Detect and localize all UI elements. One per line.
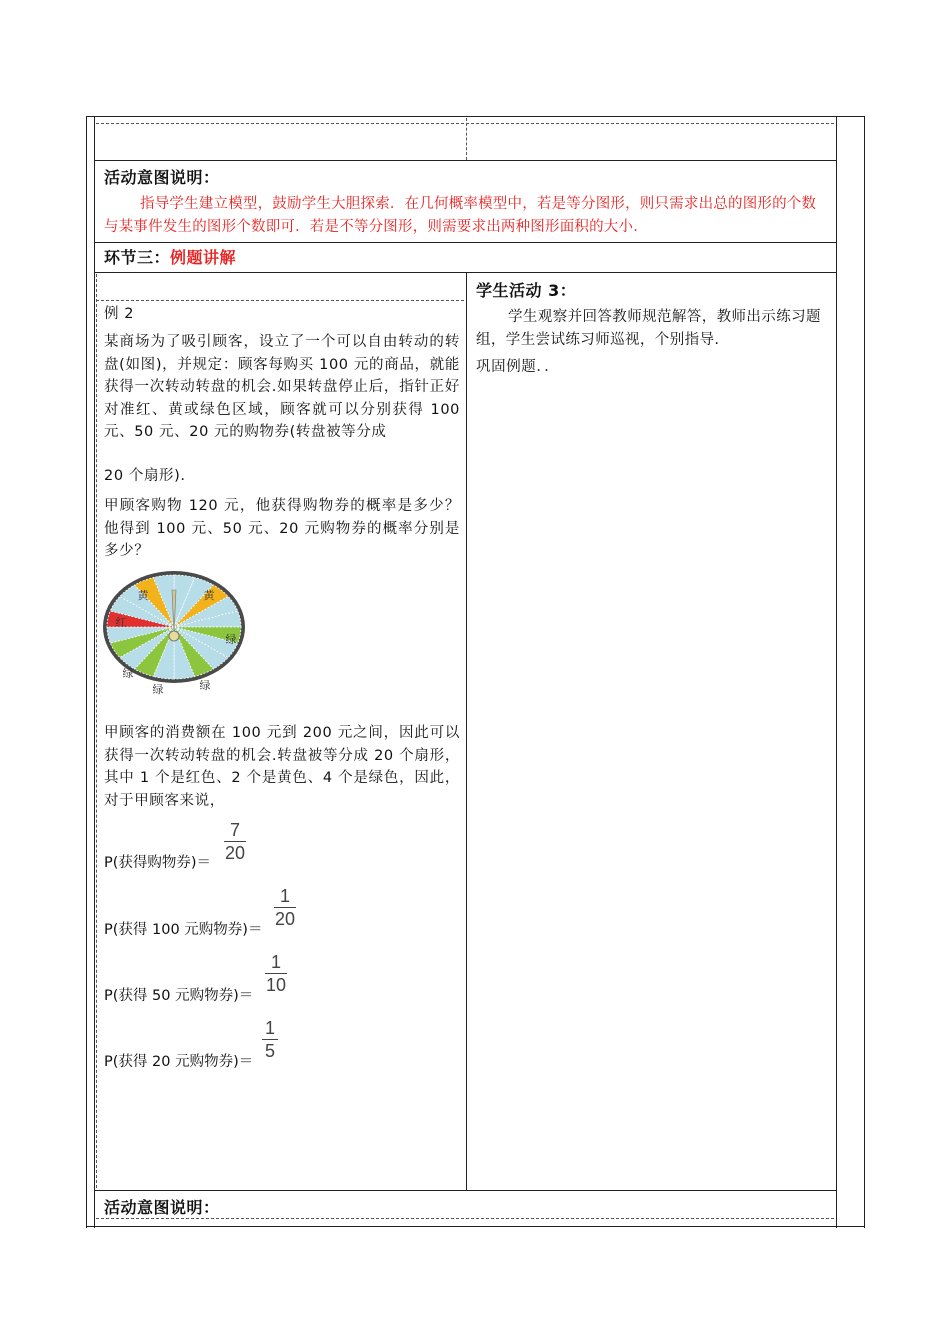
prob-numerator-4: 1: [264, 1018, 275, 1038]
dashed-line-top: [96, 123, 834, 124]
dashed-column-divider-top: [466, 118, 467, 160]
stage-heading: [104, 245, 236, 268]
prob-denominator-3: 10: [265, 975, 287, 995]
example-question: 甲顾客购物 120 元，他获得购物券的概率是多少？他得到 100 元、50 元、20 元购物券的概率分别是多少？: [104, 498, 460, 559]
prob-label-3: P(获得 50 元购物券)＝: [104, 988, 254, 1004]
wheel-label-green-lower-left: 绿: [122, 667, 134, 680]
wheel-label-yellow-right: 黄: [203, 589, 215, 602]
wheel-label-green-bottom: 绿: [152, 683, 164, 696]
intent-heading-2: 活动意图说明：: [104, 1198, 220, 1217]
prob-fraction-2: [274, 886, 296, 929]
column-divider: [466, 272, 467, 1190]
prob-numerator-1: 7: [229, 820, 240, 840]
example-problem: 某商场为了吸引顾客，设立了一个可以自由转动的转盘(如图)，并规定：顾客每购买 100 元的商品，就能获得一次转动转盘的机会.如果转盘停止后，指针正好对准红、黄或绿色区域，顾客就可以分别获得 100 元、50 元、20 元的购物券(转盘被等分成: [104, 334, 460, 440]
fraction-bar: [224, 841, 246, 842]
table-top-border: [86, 116, 864, 117]
table-bottom-border: [86, 1226, 864, 1227]
fraction-bar: [265, 973, 287, 974]
table-inner-right-border: [836, 116, 837, 1228]
prob-denominator-1: 20: [224, 843, 246, 863]
table-inner-left-border: [94, 116, 95, 1228]
student-activity-text: 学生观察并回答教师规范解答，教师出示练习题组，学生尝试练习师巡视，个别指导.: [476, 309, 821, 348]
stage-label: 环节三：: [104, 248, 171, 267]
prob-label-4: P(获得 20 元购物券)＝: [104, 1054, 254, 1070]
fraction-bar: [274, 907, 296, 908]
wheel-label-green-right: 绿: [225, 633, 237, 646]
table-left-border: [86, 116, 87, 1228]
stage-title: 例题讲解: [170, 248, 237, 267]
row-divider-4: [94, 1190, 836, 1191]
wheel-label-green-lower-right: 绿: [199, 679, 211, 692]
example-problem-cont: 20 个扇形).: [104, 468, 186, 484]
example-solution: 甲顾客的消费额在 100 元到 200 元之间，因此可以获得一次转动转盘的机会.转盘被等分成 20 个扇形，其中 1 个是红色、2 个是黄色、4 个是绿色，因此，对于甲顾客来说，: [104, 725, 460, 809]
intent-text-1: 指导学生建立模型，鼓励学生大胆探索．在几何概率模型中，若是等分图形，则只需求出总的图形的个数与某事件发生的图形个数即可．若是不等分图形，则需要求出两种图形面积的大小．: [104, 196, 817, 235]
prob-label-2: P(获得 100 元购物券)＝: [104, 922, 263, 938]
table-right-border: [864, 116, 865, 1228]
fraction-bar: [262, 1039, 278, 1040]
prob-denominator-4: 5: [264, 1041, 275, 1061]
wheel-label-red: 红: [115, 616, 127, 629]
dashed-line-example: [96, 300, 464, 301]
intent-heading-1: 活动意图说明：: [104, 168, 220, 187]
row-divider-3: [94, 272, 836, 273]
row-divider-1: [94, 160, 836, 161]
prob-denominator-2: 20: [274, 909, 296, 929]
prob-label-1: P(获得购物券)＝: [104, 855, 212, 871]
prob-numerator-2: 1: [279, 886, 290, 906]
prob-fraction-1: [224, 820, 246, 863]
student-activity-heading: 学生活动 3：: [476, 281, 577, 300]
dashed-line-bottom: [96, 1218, 834, 1219]
prob-fraction-4: [262, 1018, 278, 1061]
prob-numerator-3: 1: [270, 952, 281, 972]
prize-wheel: [102, 570, 248, 696]
prob-fraction-3: [265, 952, 287, 995]
student-activity-note: 巩固例题．．: [476, 359, 560, 375]
row-divider-2: [94, 242, 836, 243]
example-label: 例 2: [104, 306, 135, 322]
wheel-label-yellow-left: 黄: [137, 589, 149, 602]
wheel-hub: [169, 631, 179, 641]
dashed-left-column-edge: [96, 274, 97, 1188]
